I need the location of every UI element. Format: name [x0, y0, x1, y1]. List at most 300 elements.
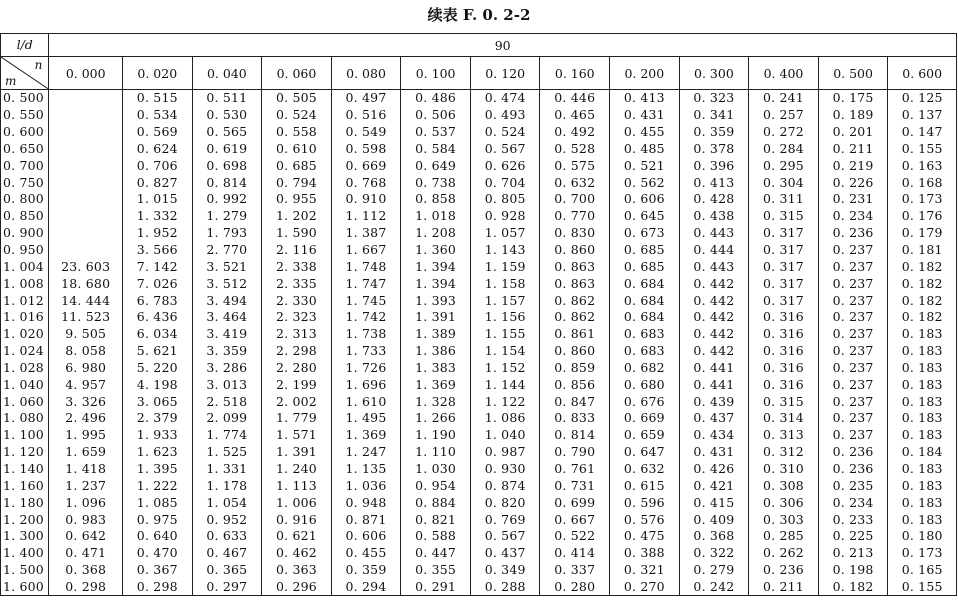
table-cell: 0. 316 [749, 376, 819, 393]
table-cell: 0. 462 [262, 545, 332, 562]
table-cell: 0. 470 [123, 545, 193, 562]
row-m-value: 1. 040 [1, 376, 49, 393]
table-cell: 0. 683 [610, 343, 680, 360]
table-cell: 1. 154 [470, 343, 540, 360]
table-cell: 0. 700 [540, 191, 610, 208]
table-cell: 0. 262 [749, 545, 819, 562]
table-cell: 0. 441 [679, 376, 749, 393]
table-cell: 0. 183 [888, 393, 957, 410]
table-cell: 0. 175 [818, 90, 888, 107]
table-cell: 0. 234 [818, 494, 888, 511]
table-cell: 0. 992 [192, 191, 262, 208]
table-cell: 1. 040 [470, 427, 540, 444]
table-cell: 0. 303 [749, 511, 819, 528]
table-cell: 0. 311 [749, 191, 819, 208]
table-cell: 0. 189 [818, 107, 888, 124]
table-cell: 0. 125 [888, 90, 957, 107]
table-cell: 0. 584 [401, 141, 471, 158]
column-header: 0. 080 [331, 57, 401, 90]
table-cell: 0. 316 [749, 326, 819, 343]
table-cell: 0. 588 [401, 528, 471, 545]
table-cell: 0. 237 [818, 258, 888, 275]
row-m-value: 0. 700 [1, 157, 49, 174]
table-cell: 7. 026 [123, 275, 193, 292]
table-cell: 1. 394 [401, 258, 471, 275]
table-cell: 3. 013 [192, 376, 262, 393]
table-cell: 0. 235 [818, 477, 888, 494]
table-cell: 3. 521 [192, 258, 262, 275]
table-cell: 0. 155 [888, 141, 957, 158]
table-cell: 0. 321 [610, 562, 680, 579]
table-cell: 1. 745 [331, 292, 401, 309]
table-cell: 0. 633 [192, 528, 262, 545]
table-cell: 0. 731 [540, 477, 610, 494]
table-cell: 5. 621 [123, 343, 193, 360]
table-cell: 1. 006 [262, 494, 332, 511]
row-m-value: 0. 950 [1, 242, 49, 259]
table-cell: 0. 294 [331, 578, 401, 595]
table-cell: 0. 856 [540, 376, 610, 393]
table-cell: 1. 178 [192, 477, 262, 494]
table-cell: 0. 794 [262, 174, 332, 191]
table-cell: 1. 279 [192, 208, 262, 225]
table-cell: 0. 632 [540, 174, 610, 191]
table-cell: 0. 659 [610, 427, 680, 444]
row-m-value: 0. 600 [1, 124, 49, 141]
table-cell: 1. 157 [470, 292, 540, 309]
row-m-value: 0. 650 [1, 141, 49, 158]
table-row [1, 461, 957, 478]
table-cell: 1. 369 [401, 376, 471, 393]
table-cell: 0. 769 [470, 511, 540, 528]
table-cell: 23. 603 [49, 258, 123, 275]
table-cell: 0. 284 [749, 141, 819, 158]
row-m-value: 0. 500 [1, 90, 49, 107]
table-cell: 0. 858 [401, 191, 471, 208]
table-cell: 0. 606 [331, 528, 401, 545]
table-cell: 0. 236 [818, 444, 888, 461]
table-cell: 4. 198 [123, 376, 193, 393]
table-cell: 1. 369 [331, 427, 401, 444]
table-cell: 0. 455 [610, 124, 680, 141]
row-m-value: 1. 016 [1, 309, 49, 326]
table-cell: 0. 814 [192, 174, 262, 191]
row-m-value: 1. 028 [1, 360, 49, 377]
table-cell: 1. 738 [331, 326, 401, 343]
table-cell: 1. 110 [401, 444, 471, 461]
table-cell: 0. 640 [123, 528, 193, 545]
table-cell: 0. 226 [818, 174, 888, 191]
table-cell: 0. 575 [540, 157, 610, 174]
column-header: 0. 120 [470, 57, 540, 90]
table-cell: 0. 359 [331, 562, 401, 579]
ld-label: l/d [16, 37, 33, 52]
table-cell: 0. 298 [123, 578, 193, 595]
table-cell: 1. 222 [123, 477, 193, 494]
table-cell: 0. 669 [610, 410, 680, 427]
table-cell: 0. 368 [49, 562, 123, 579]
table-cell: 0. 182 [888, 309, 957, 326]
table-cell: 0. 492 [540, 124, 610, 141]
table-row [1, 477, 957, 494]
table-cell [49, 124, 123, 141]
column-header: 0. 000 [49, 57, 123, 90]
table-cell: 0. 467 [192, 545, 262, 562]
table-cell: 1. 733 [331, 343, 401, 360]
table-cell: 0. 317 [749, 225, 819, 242]
table-row [1, 376, 957, 393]
table-cell: 0. 884 [401, 494, 471, 511]
table-cell: 0. 847 [540, 393, 610, 410]
table-cell: 0. 183 [888, 427, 957, 444]
table-cell: 0. 862 [540, 309, 610, 326]
table-cell: 3. 566 [123, 242, 193, 259]
table-cell: 1. 623 [123, 444, 193, 461]
table-cell [49, 90, 123, 107]
table-cell: 0. 567 [470, 141, 540, 158]
table-cell: 3. 494 [192, 292, 262, 309]
table-cell: 0. 861 [540, 326, 610, 343]
table-cell: 0. 291 [401, 578, 471, 595]
table-cell: 2. 002 [262, 393, 332, 410]
table-row [1, 360, 957, 377]
table-cell: 0. 198 [818, 562, 888, 579]
table-cell: 1. 391 [262, 444, 332, 461]
table-cell: 0. 863 [540, 275, 610, 292]
table-cell: 0. 359 [679, 124, 749, 141]
row-m-value: 1. 120 [1, 444, 49, 461]
ld-value-header: 90 [49, 34, 957, 57]
table-cell: 0. 439 [679, 393, 749, 410]
table-cell: 0. 242 [679, 578, 749, 595]
table-cell: 0. 297 [192, 578, 262, 595]
table-cell: 1. 995 [49, 427, 123, 444]
table-cell: 0. 619 [192, 141, 262, 158]
table-cell: 1. 086 [470, 410, 540, 427]
table-cell: 0. 323 [679, 90, 749, 107]
table-cell: 0. 685 [610, 258, 680, 275]
table-cell: 0. 237 [818, 275, 888, 292]
table-cell: 0. 378 [679, 141, 749, 158]
table-cell: 1. 057 [470, 225, 540, 242]
table-row [1, 309, 957, 326]
table-cell: 2. 518 [192, 393, 262, 410]
table-cell: 2. 280 [262, 360, 332, 377]
table-cell: 0. 820 [470, 494, 540, 511]
table-cell: 0. 684 [610, 275, 680, 292]
table-cell: 0. 365 [192, 562, 262, 579]
table-cell: 0. 524 [470, 124, 540, 141]
row-m-value: 1. 140 [1, 461, 49, 478]
table-cell: 0. 685 [262, 157, 332, 174]
table-cell: 0. 316 [749, 343, 819, 360]
table-cell: 1. 247 [331, 444, 401, 461]
table-cell: 0. 647 [610, 444, 680, 461]
table-cell: 0. 337 [540, 562, 610, 579]
table-cell [49, 157, 123, 174]
table-cell: 0. 645 [610, 208, 680, 225]
table-cell: 0. 237 [818, 427, 888, 444]
table-cell: 0. 234 [818, 208, 888, 225]
table-cell: 0. 288 [470, 578, 540, 595]
table-cell: 1. 748 [331, 258, 401, 275]
table-cell: 0. 442 [679, 275, 749, 292]
table-cell: 0. 173 [888, 545, 957, 562]
table-cell: 0. 182 [888, 292, 957, 309]
table-cell [49, 174, 123, 191]
table-cell: 1. 015 [123, 191, 193, 208]
table-cell: 0. 388 [610, 545, 680, 562]
column-header: 0. 160 [540, 57, 610, 90]
table-cell: 1. 332 [123, 208, 193, 225]
table-cell: 1. 331 [192, 461, 262, 478]
table-cell: 0. 761 [540, 461, 610, 478]
table-cell: 1. 667 [331, 242, 401, 259]
table-cell: 6. 436 [123, 309, 193, 326]
table-row [1, 107, 957, 124]
table-cell: 3. 326 [49, 393, 123, 410]
table-cell: 3. 286 [192, 360, 262, 377]
table-cell: 0. 421 [679, 477, 749, 494]
table-cell: 0. 442 [679, 326, 749, 343]
table-cell: 1. 144 [470, 376, 540, 393]
table-cell: 0. 396 [679, 157, 749, 174]
table-cell: 0. 237 [818, 242, 888, 259]
table-cell: 0. 516 [331, 107, 401, 124]
table-cell: 0. 860 [540, 343, 610, 360]
table-cell: 1. 328 [401, 393, 471, 410]
table-cell: 0. 426 [679, 461, 749, 478]
table-cell: 0. 475 [610, 528, 680, 545]
table-cell: 0. 183 [888, 477, 957, 494]
table-cell: 1. 395 [123, 461, 193, 478]
table-cell: 1. 418 [49, 461, 123, 478]
table-row [1, 124, 957, 141]
table-body [1, 90, 957, 596]
table-cell: 5. 220 [123, 360, 193, 377]
table-cell: 1. 659 [49, 444, 123, 461]
table-cell: 1. 143 [470, 242, 540, 259]
table-cell: 0. 413 [610, 90, 680, 107]
table-cell: 0. 768 [331, 174, 401, 191]
table-cell: 0. 231 [818, 191, 888, 208]
table-cell: 0. 437 [470, 545, 540, 562]
table-cell: 0. 363 [262, 562, 332, 579]
table-cell: 0. 683 [610, 326, 680, 343]
table-cell: 2. 323 [262, 309, 332, 326]
column-header-row [1, 57, 957, 90]
table-cell: 0. 987 [470, 444, 540, 461]
table-cell: 0. 236 [818, 225, 888, 242]
table-cell: 0. 506 [401, 107, 471, 124]
table-cell: 0. 434 [679, 427, 749, 444]
table-cell: 0. 285 [749, 528, 819, 545]
table-cell: 4. 957 [49, 376, 123, 393]
table-cell: 1. 571 [262, 427, 332, 444]
table-cell: 1. 237 [49, 477, 123, 494]
table-cell: 0. 474 [470, 90, 540, 107]
table-row [1, 545, 957, 562]
table-cell: 0. 237 [818, 343, 888, 360]
table-cell: 0. 310 [749, 461, 819, 478]
table-cell: 0. 805 [470, 191, 540, 208]
table-cell: 0. 530 [192, 107, 262, 124]
table-cell: 3. 359 [192, 343, 262, 360]
corner-nm-cell [1, 57, 49, 90]
table-cell: 0. 308 [749, 477, 819, 494]
table-cell: 0. 367 [123, 562, 193, 579]
table-cell: 0. 521 [610, 157, 680, 174]
table-cell: 1. 590 [262, 225, 332, 242]
table-cell: 0. 314 [749, 410, 819, 427]
table-cell: 0. 615 [610, 477, 680, 494]
table-cell: 0. 182 [888, 258, 957, 275]
table-cell: 0. 676 [610, 393, 680, 410]
table-cell: 1. 793 [192, 225, 262, 242]
table-row [1, 444, 957, 461]
table-cell: 0. 860 [540, 242, 610, 259]
table-cell: 1. 202 [262, 208, 332, 225]
table-cell: 0. 684 [610, 309, 680, 326]
table-cell: 0. 233 [818, 511, 888, 528]
column-header: 0. 060 [262, 57, 332, 90]
table-cell: 2. 770 [192, 242, 262, 259]
table-cell: 1. 158 [470, 275, 540, 292]
table-cell: 2. 116 [262, 242, 332, 259]
table-cell: 0. 165 [888, 562, 957, 579]
row-m-value: 1. 060 [1, 393, 49, 410]
table-cell: 1. 525 [192, 444, 262, 461]
table-cell: 0. 916 [262, 511, 332, 528]
table-cell: 0. 241 [749, 90, 819, 107]
table-cell: 0. 272 [749, 124, 819, 141]
table-cell: 0. 413 [679, 174, 749, 191]
table-cell: 0. 414 [540, 545, 610, 562]
table-cell: 0. 928 [470, 208, 540, 225]
table-cell: 0. 442 [679, 309, 749, 326]
row-m-value: 0. 750 [1, 174, 49, 191]
table-cell: 9. 505 [49, 326, 123, 343]
table-cell: 0. 415 [679, 494, 749, 511]
table-cell: 1. 190 [401, 427, 471, 444]
table-cell: 2. 330 [262, 292, 332, 309]
table-cell: 1. 122 [470, 393, 540, 410]
table-cell: 0. 669 [331, 157, 401, 174]
column-header: 0. 020 [123, 57, 193, 90]
table-cell: 0. 349 [470, 562, 540, 579]
table-cell: 0. 317 [749, 292, 819, 309]
table-cell: 0. 355 [401, 562, 471, 579]
table-cell: 0. 874 [470, 477, 540, 494]
table-cell [49, 191, 123, 208]
table-cell: 0. 431 [610, 107, 680, 124]
table-cell: 0. 624 [123, 141, 193, 158]
table-cell: 0. 673 [610, 225, 680, 242]
table-cell: 1. 742 [331, 309, 401, 326]
table-cell: 0. 537 [401, 124, 471, 141]
table-cell: 0. 315 [749, 393, 819, 410]
row-m-value: 1. 600 [1, 578, 49, 595]
table-cell: 0. 680 [610, 376, 680, 393]
table-cell: 0. 236 [818, 461, 888, 478]
row-m-value: 1. 012 [1, 292, 49, 309]
table-cell: 0. 862 [540, 292, 610, 309]
column-header: 0. 400 [749, 57, 819, 90]
table-cell: 2. 335 [262, 275, 332, 292]
table-cell: 0. 910 [331, 191, 401, 208]
table-row [1, 141, 957, 158]
table-cell: 2. 099 [192, 410, 262, 427]
table-cell: 2. 313 [262, 326, 332, 343]
row-m-value: 0. 550 [1, 107, 49, 124]
table-cell: 7. 142 [123, 258, 193, 275]
table-cell: 0. 465 [540, 107, 610, 124]
table-cell: 1. 208 [401, 225, 471, 242]
table-cell: 0. 183 [888, 461, 957, 478]
table-cell: 0. 183 [888, 360, 957, 377]
table-cell: 1. 159 [470, 258, 540, 275]
table-cell: 1. 394 [401, 275, 471, 292]
table-cell: 1. 054 [192, 494, 262, 511]
table-cell: 1. 383 [401, 360, 471, 377]
table-cell: 0. 183 [888, 494, 957, 511]
table-cell: 0. 409 [679, 511, 749, 528]
table-row [1, 292, 957, 309]
table-cell [49, 208, 123, 225]
table-cell: 0. 183 [888, 343, 957, 360]
column-header: 0. 600 [888, 57, 957, 90]
table-cell: 0. 821 [401, 511, 471, 528]
table-cell: 0. 182 [818, 578, 888, 595]
table-row [1, 562, 957, 579]
table-cell: 0. 237 [818, 410, 888, 427]
row-m-value: 1. 020 [1, 326, 49, 343]
table-cell: 0. 576 [610, 511, 680, 528]
table-row [1, 275, 957, 292]
table-row [1, 157, 957, 174]
table-cell: 0. 295 [749, 157, 819, 174]
table-cell: 0. 827 [123, 174, 193, 191]
table-cell: 0. 975 [123, 511, 193, 528]
table-row [1, 225, 957, 242]
table-cell: 0. 317 [749, 242, 819, 259]
table-cell: 1. 152 [470, 360, 540, 377]
table-cell: 3. 065 [123, 393, 193, 410]
table-cell: 1. 610 [331, 393, 401, 410]
table-cell: 0. 270 [610, 578, 680, 595]
table-row [1, 208, 957, 225]
table-cell: 1. 952 [123, 225, 193, 242]
table-cell: 0. 549 [331, 124, 401, 141]
table-cell: 0. 137 [888, 107, 957, 124]
table-cell: 1. 240 [262, 461, 332, 478]
table-cell: 0. 257 [749, 107, 819, 124]
table-cell: 0. 428 [679, 191, 749, 208]
row-m-value: 1. 180 [1, 494, 49, 511]
table-cell: 0. 443 [679, 258, 749, 275]
row-m-value: 1. 400 [1, 545, 49, 562]
table-cell [49, 225, 123, 242]
table-cell: 0. 317 [749, 275, 819, 292]
table-cell: 0. 442 [679, 343, 749, 360]
table-cell: 0. 313 [749, 427, 819, 444]
table-cell: 1. 156 [470, 309, 540, 326]
table-row [1, 511, 957, 528]
table-cell: 0. 698 [192, 157, 262, 174]
table-cell: 0. 176 [888, 208, 957, 225]
row-m-value: 1. 004 [1, 258, 49, 275]
table-cell: 2. 496 [49, 410, 123, 427]
